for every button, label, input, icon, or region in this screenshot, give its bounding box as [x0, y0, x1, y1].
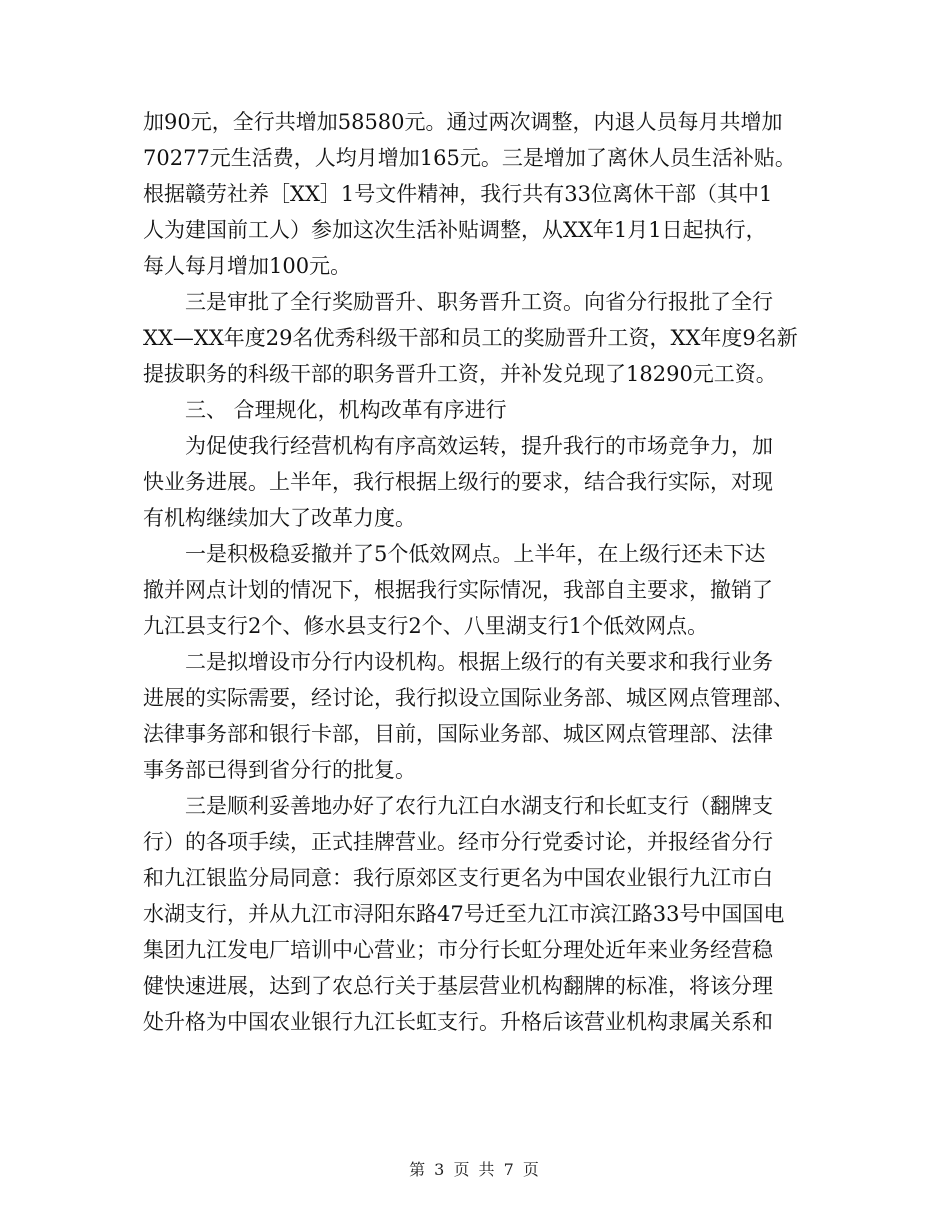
text-line: 行）的各项手续，正式挂牌营业。经市分行党委讨论，并报经省分行	[143, 830, 773, 854]
text-line: 有机构继续加大了改革力度。	[143, 506, 416, 530]
text-line: 九江县支行2个、修水县支行2个、八里湖支行1个低效网点。	[143, 614, 709, 638]
text-line: 每人每月增加100元。	[143, 254, 352, 278]
paragraph	[143, 536, 813, 644]
text-line: 一是积极稳妥撤并了5个低效网点。上半年，在上级行还未下达	[185, 542, 766, 566]
text-line: XX—XX年度29名优秀科级干部和员工的奖励晋升工资，XX年度9名新	[143, 326, 798, 350]
paragraph	[143, 644, 813, 788]
paragraph	[143, 104, 813, 284]
text-line: 人为建国前工人）参加这次生活补贴调整，从XX年1月1日起执行，	[143, 218, 767, 242]
text-line: 处升格为中国农业银行九江长虹支行。升格后该营业机构隶属关系和	[143, 1010, 773, 1034]
text-line: 为促使我行经营机构有序高效运转，提升我行的市场竞争力，加	[185, 434, 773, 458]
page-footer: 第 3 页 共 7 页	[409, 1160, 541, 1179]
text-line: 三是顺利妥善地办好了农行九江白水湖支行和长虹支行（翻牌支	[185, 794, 773, 818]
text-line: 集团九江发电厂培训中心营业；市分行长虹分理处近年来业务经营稳	[143, 938, 773, 962]
text-line: 70277元生活费，人均月增加165元。三是增加了离休人员生活补贴。	[143, 146, 796, 170]
text-line: 法律事务部和银行卡部，目前，国际业务部、城区网点管理部、法律	[143, 722, 773, 746]
text-line: 快业务进展。上半年，我行根据上级行的要求，结合我行实际，对现	[143, 470, 773, 494]
text-line: 根据赣劳社养［XX］1号文件精神，我行共有33位离休干部（其中1	[143, 182, 773, 206]
text-line: 撤并网点计划的情况下，根据我行实际情况，我部自主要求，撤销了	[143, 578, 773, 602]
text-line: 三、 合理规化，机构改革有序进行	[185, 398, 507, 422]
text-line: 加90元，全行共增加58580元。通过两次调整，内退人员每月共增加	[143, 110, 783, 134]
text-line: 事务部已得到省分行的批复。	[143, 758, 416, 782]
text-line: 进展的实际需要，经讨论，我行拟设立国际业务部、城区网点管理部、	[143, 686, 794, 710]
text-line: 健快速进展，达到了农总行关于基层营业机构翻牌的标准，将该分理	[143, 974, 773, 998]
text-line: 提拔职务的科级干部的职务晋升工资，并补发兑现了18290元工资。	[143, 362, 777, 386]
paragraph	[143, 284, 813, 392]
text-line: 水湖支行，并从九江市浔阳东路47号迁至九江市滨江路33号中国国电	[143, 902, 785, 926]
paragraph	[143, 788, 813, 1040]
paragraph	[143, 428, 813, 536]
text-line: 和九江银监分局同意：我行原郊区支行更名为中国农业银行九江市白	[143, 866, 773, 890]
text-line: 二是拟增设市分行内设机构。根据上级行的有关要求和我行业务	[185, 650, 773, 674]
document-body	[143, 104, 813, 1040]
paragraph	[143, 392, 813, 428]
text-line: 三是审批了全行奖励晋升、职务晋升工资。向省分行报批了全行	[185, 290, 773, 314]
